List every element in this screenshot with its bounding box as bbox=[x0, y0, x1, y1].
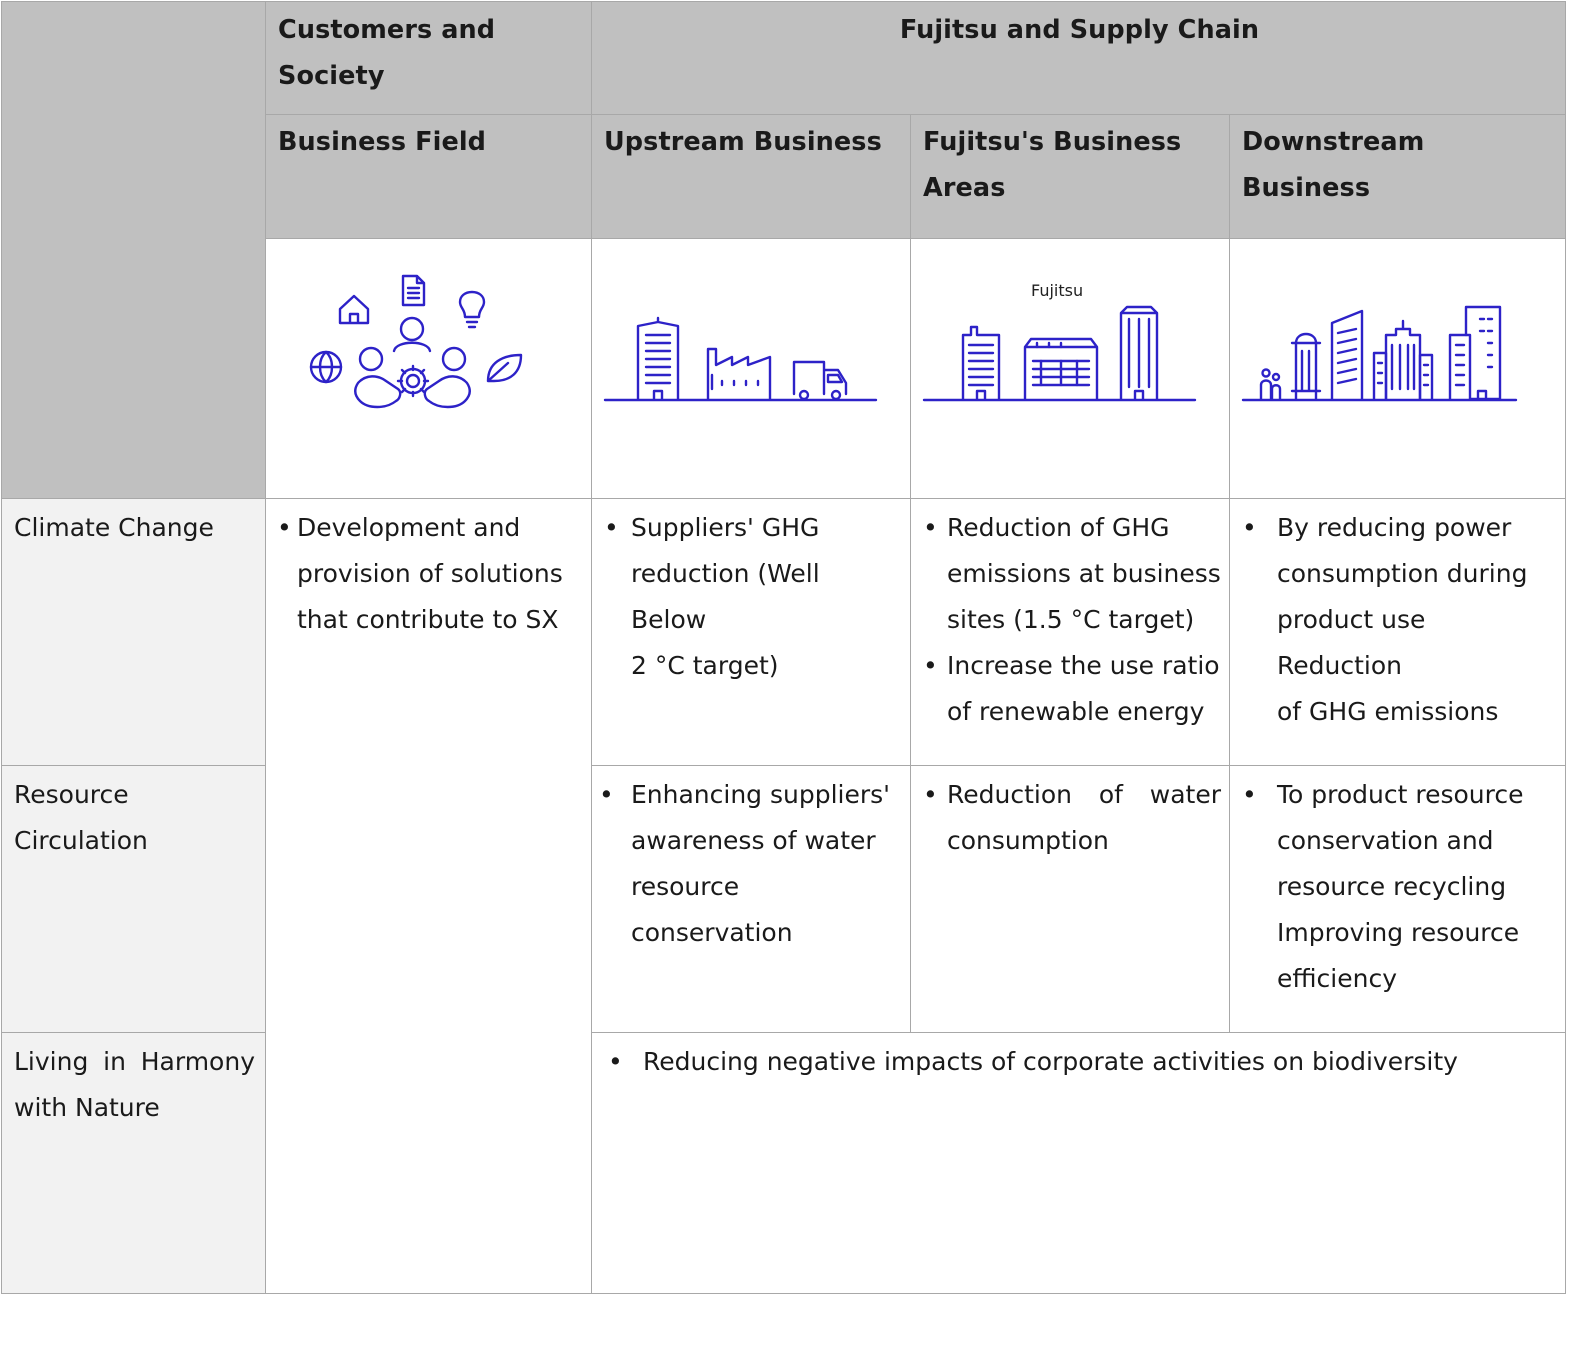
text-line: consumption during bbox=[1277, 559, 1528, 588]
text-line: consumption bbox=[947, 826, 1109, 855]
row-label-climate-change bbox=[1, 498, 266, 766]
business-field-solutions-cell bbox=[265, 498, 592, 1294]
downstream-icon-cell bbox=[1229, 238, 1566, 499]
downstream-header bbox=[1229, 114, 1566, 239]
upstream-header bbox=[591, 114, 911, 239]
text-line: of GHG emissions bbox=[1277, 697, 1499, 726]
bullet-dot: • bbox=[608, 1047, 623, 1076]
bullet-item bbox=[1230, 772, 1557, 1002]
business-field-title: Business Field bbox=[278, 127, 487, 157]
text-line: awareness of water bbox=[631, 826, 876, 855]
downstream-title: Downstream Business bbox=[1242, 127, 1425, 203]
text-line: 2 °C target) bbox=[631, 651, 779, 680]
bullet-item bbox=[911, 772, 1221, 864]
text-line: emissions at business bbox=[947, 559, 1221, 588]
climate-fujitsu-cell bbox=[910, 498, 1230, 766]
text-line: Reduction of GHG bbox=[947, 513, 1170, 542]
resource-circulation-label-line1: Resource bbox=[14, 780, 129, 809]
bullet-item bbox=[592, 772, 902, 956]
bullet-item bbox=[266, 505, 583, 643]
bullet-dot: • bbox=[1242, 513, 1257, 542]
climate-upstream-cell bbox=[591, 498, 911, 766]
bullet-dot: • bbox=[1242, 780, 1257, 809]
bullet-dot: • bbox=[604, 513, 619, 542]
text-line: conservation and bbox=[1277, 826, 1494, 855]
climate-change-label: Climate Change bbox=[14, 513, 214, 542]
resource-circulation-label-line2: Circulation bbox=[14, 826, 148, 855]
text-line: Reduction of water bbox=[947, 780, 1221, 809]
text-line: reduction (Well Below bbox=[631, 559, 820, 634]
business-field-header bbox=[265, 114, 592, 239]
text-line: resource bbox=[631, 872, 740, 901]
text-line: Suppliers' GHG bbox=[631, 513, 820, 542]
bullet-dot: • bbox=[923, 513, 938, 542]
bullet-item bbox=[592, 505, 902, 689]
bullet-item bbox=[592, 1039, 1557, 1085]
text-line: By reducing power bbox=[1277, 513, 1512, 542]
nature-supply-chain-cell bbox=[591, 1032, 1566, 1294]
text-line: provision of solutions bbox=[297, 559, 563, 588]
fujitsu-areas-title-line2: Areas bbox=[923, 173, 1006, 203]
living-harmony-label-line1: Living in Harmony bbox=[14, 1047, 255, 1076]
office-factory-truck-icon bbox=[592, 239, 912, 500]
text-line: efficiency bbox=[1277, 964, 1398, 993]
text-line: Enhancing suppliers' bbox=[631, 780, 891, 809]
fujitsu-icon-cell bbox=[910, 238, 1230, 499]
text-line: conservation bbox=[631, 918, 793, 947]
text-line: resource recycling bbox=[1277, 872, 1507, 901]
corner-header-cell bbox=[1, 1, 266, 499]
upstream-title: Upstream Business bbox=[604, 127, 882, 157]
supply-chain-title: Fujitsu and Supply Chain bbox=[899, 15, 1260, 45]
climate-downstream-cell bbox=[1229, 498, 1566, 766]
fujitsu-building-label: Fujitsu bbox=[1031, 281, 1084, 300]
upstream-icon-cell bbox=[591, 238, 911, 499]
customers-society-header bbox=[265, 1, 592, 115]
resource-upstream-cell bbox=[591, 765, 911, 1033]
text-line: To product resource bbox=[1277, 780, 1524, 809]
text-line: product use Reduction bbox=[1277, 605, 1426, 680]
text-line: Development and bbox=[297, 513, 521, 542]
bullet-dot: • bbox=[599, 780, 614, 809]
fujitsu-areas-header bbox=[910, 114, 1230, 239]
city-skyline-icon bbox=[1230, 239, 1567, 500]
fujitsu-areas-title-line1: Fujitsu's Business bbox=[923, 127, 1182, 157]
text-line: Improving resource bbox=[1277, 918, 1520, 947]
bullet-item bbox=[911, 505, 1221, 643]
people-collaboration-icon bbox=[266, 239, 593, 500]
resource-downstream-cell bbox=[1229, 765, 1566, 1033]
bullet-dot: • bbox=[277, 513, 292, 542]
text-line: of renewable energy bbox=[947, 697, 1205, 726]
bullet-item bbox=[1230, 505, 1557, 735]
bullet-dot: • bbox=[923, 651, 938, 680]
customers-society-title: Customers and Society bbox=[278, 15, 496, 91]
text-line: Increase the use ratio bbox=[947, 651, 1220, 680]
bullet-item bbox=[911, 643, 1221, 735]
bullet-dot: • bbox=[923, 780, 938, 809]
business-field-icon-cell bbox=[265, 238, 592, 499]
text-line: Reducing negative impacts of corporate activities on biodiversity bbox=[643, 1047, 1458, 1076]
supply-chain-header bbox=[591, 1, 1566, 115]
fujitsu-buildings-icon bbox=[911, 239, 1231, 500]
row-label-living-harmony-nature bbox=[1, 1032, 266, 1294]
resource-fujitsu-cell bbox=[910, 765, 1230, 1033]
text-line: that contribute to SX bbox=[297, 605, 559, 634]
row-label-resource-circulation bbox=[1, 765, 266, 1033]
living-harmony-label-line2: with Nature bbox=[14, 1093, 160, 1122]
text-line: sites (1.5 °C target) bbox=[947, 605, 1195, 634]
